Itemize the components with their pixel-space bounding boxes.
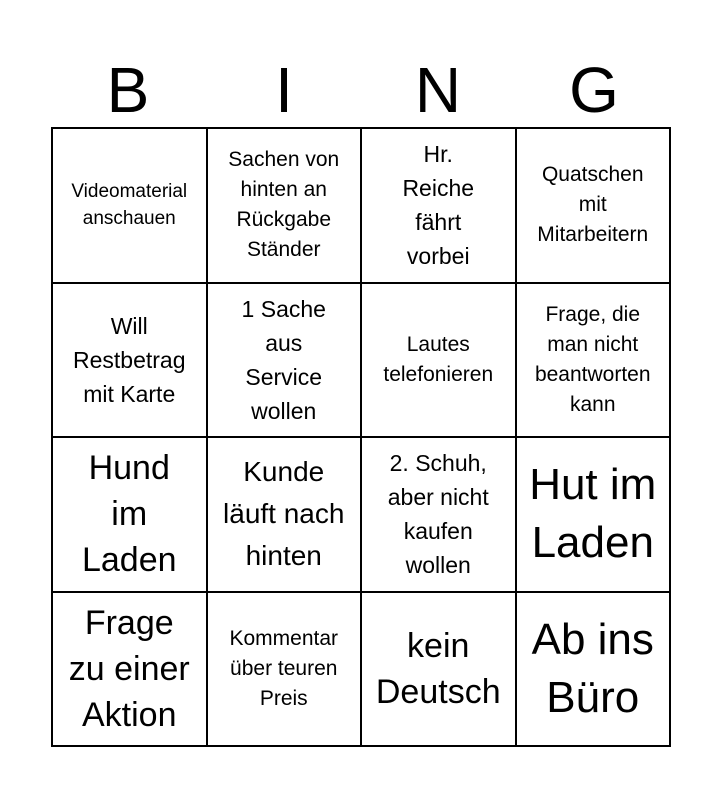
title-letter-g: G bbox=[569, 54, 619, 126]
cell-text: 2. Schuh, aber nicht kaufen wollen bbox=[387, 450, 489, 579]
bingo-cell-r2c3[interactable] bbox=[362, 284, 517, 439]
bingo-cell-r2c2[interactable] bbox=[208, 284, 363, 439]
bingo-cell-r1c3[interactable] bbox=[362, 129, 517, 284]
cell-text: kein Deutsch bbox=[375, 626, 501, 711]
bingo-cell-r4c4[interactable] bbox=[517, 593, 672, 748]
bingo-cell-r2c1[interactable] bbox=[53, 284, 208, 439]
cell-text: 1 Sache aus Service wollen bbox=[241, 295, 326, 424]
bingo-cell-r1c1[interactable] bbox=[53, 129, 208, 284]
bingo-cell-r4c1[interactable] bbox=[53, 593, 208, 748]
bingo-cell-r3c2[interactable] bbox=[208, 438, 363, 593]
cell-text: Ab ins Büro bbox=[531, 614, 654, 722]
bingo-board bbox=[51, 127, 671, 747]
bingo-cell-r2c4[interactable] bbox=[517, 284, 672, 439]
bingo-cell-r1c2[interactable] bbox=[208, 129, 363, 284]
cell-text: Hund im Laden bbox=[81, 449, 177, 580]
bingo-cell-r4c3[interactable] bbox=[362, 593, 517, 748]
cell-text: Kommentar über teuren Preis bbox=[229, 626, 339, 710]
cell-text: Lautes telefonieren bbox=[383, 332, 494, 386]
cell-text: Videomaterial anschauen bbox=[71, 181, 188, 230]
cell-text: Hr. Reiche fährt vorbei bbox=[402, 141, 475, 270]
bingo-cell-r3c4[interactable] bbox=[517, 438, 672, 593]
title-letter-i: I bbox=[275, 54, 293, 126]
cell-text: Frage zu einer Aktion bbox=[68, 603, 190, 734]
bingo-cell-r3c1[interactable] bbox=[53, 438, 208, 593]
bingo-cell-r4c2[interactable] bbox=[208, 593, 363, 748]
cell-text: Hut im Laden bbox=[529, 460, 657, 568]
cell-text: Quatschen mit Mitarbeitern bbox=[537, 163, 649, 247]
cell-text: Sachen von hinten an Rückgabe Ständer bbox=[228, 148, 340, 262]
cell-text: Will Restbetrag mit Karte bbox=[72, 312, 186, 407]
bingo-cell-r1c4[interactable] bbox=[517, 129, 672, 284]
cell-text: Frage, die man nicht beantworten kann bbox=[534, 302, 651, 416]
bingo-cell-r3c3[interactable] bbox=[362, 438, 517, 593]
cell-text: Kunde läuft nach hinten bbox=[223, 456, 345, 572]
title-letter-n: N bbox=[414, 54, 462, 126]
title-letter-b: B bbox=[106, 54, 150, 126]
